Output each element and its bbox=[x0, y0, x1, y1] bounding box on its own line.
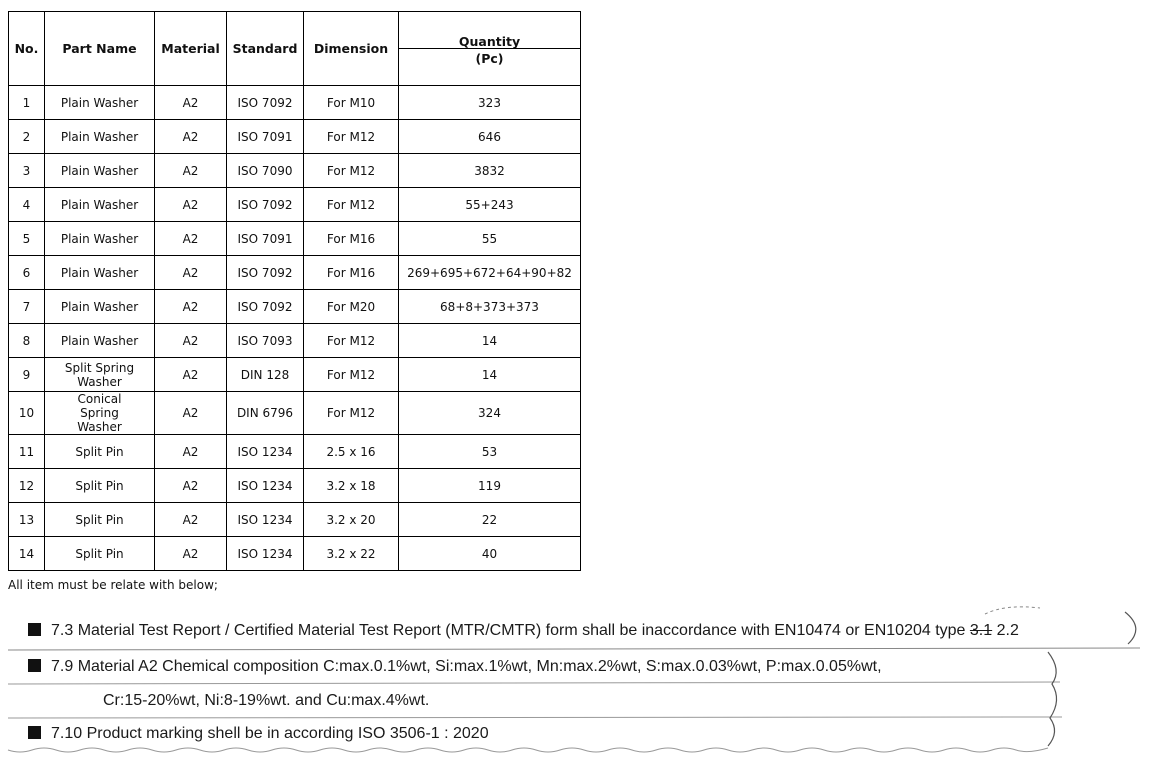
cell-dimension: 3.2 x 20 bbox=[304, 503, 399, 537]
table-row bbox=[9, 256, 581, 290]
note-text: All item must be relate with below; bbox=[8, 578, 218, 592]
cell-standard: ISO 1234 bbox=[227, 537, 304, 571]
cell-dimension: For M12 bbox=[304, 392, 399, 435]
cell-no: 8 bbox=[9, 324, 45, 358]
header-standard: Standard bbox=[227, 12, 304, 86]
cell-material: A2 bbox=[155, 358, 227, 392]
cell-material: A2 bbox=[155, 222, 227, 256]
cell-part-name: Split Spring Washer bbox=[45, 358, 155, 392]
cell-material: A2 bbox=[155, 188, 227, 222]
cell-part-name: Plain Washer bbox=[45, 120, 155, 154]
requirement-7-10 bbox=[28, 725, 489, 743]
cell-no: 2 bbox=[9, 120, 45, 154]
cell-quantity: 14 bbox=[399, 358, 581, 392]
cell-quantity: 40 bbox=[399, 537, 581, 571]
table-row bbox=[9, 392, 581, 435]
bullet-square-icon bbox=[28, 726, 41, 739]
cell-standard: ISO 7091 bbox=[227, 222, 304, 256]
cell-material: A2 bbox=[155, 86, 227, 120]
scanned-requirements bbox=[0, 600, 1151, 765]
cell-no: 7 bbox=[9, 290, 45, 324]
table-row bbox=[9, 537, 581, 571]
table-row bbox=[9, 324, 581, 358]
cell-quantity: 22 bbox=[399, 503, 581, 537]
cell-dimension: For M16 bbox=[304, 256, 399, 290]
parts-table-body bbox=[9, 86, 581, 571]
cell-material: A2 bbox=[155, 120, 227, 154]
cell-part-name: Split Pin bbox=[45, 537, 155, 571]
bullet-square-icon bbox=[28, 659, 41, 672]
cell-dimension: For M20 bbox=[304, 290, 399, 324]
table-row bbox=[9, 435, 581, 469]
table-row bbox=[9, 120, 581, 154]
requirement-7-9-line2: Cr:15-20%wt, Ni:8-19%wt. and Cu:max.4%wt. bbox=[103, 692, 430, 709]
cell-dimension: For M12 bbox=[304, 188, 399, 222]
cell-standard: ISO 7093 bbox=[227, 324, 304, 358]
cell-dimension: For M10 bbox=[304, 86, 399, 120]
cell-standard: DIN 6796 bbox=[227, 392, 304, 435]
cell-no: 12 bbox=[9, 469, 45, 503]
cell-material: A2 bbox=[155, 290, 227, 324]
cell-quantity: 14 bbox=[399, 324, 581, 358]
cell-part-name: Plain Washer bbox=[45, 256, 155, 290]
cell-no: 3 bbox=[9, 154, 45, 188]
bullet-square-icon bbox=[28, 623, 41, 636]
cell-material: A2 bbox=[155, 435, 227, 469]
cell-dimension: 3.2 x 18 bbox=[304, 469, 399, 503]
cell-material: A2 bbox=[155, 537, 227, 571]
cell-dimension: For M12 bbox=[304, 154, 399, 188]
requirement-7-10-text: 7.10 Product marking shell be in according ISO 3506-1 : 2020 bbox=[51, 725, 489, 742]
cell-quantity: 119 bbox=[399, 469, 581, 503]
cell-quantity: 646 bbox=[399, 120, 581, 154]
cell-part-name: Split Pin bbox=[45, 503, 155, 537]
table-row bbox=[9, 222, 581, 256]
cell-material: A2 bbox=[155, 392, 227, 435]
cell-no: 13 bbox=[9, 503, 45, 537]
cell-part-name: Plain Washer bbox=[45, 188, 155, 222]
cell-no: 4 bbox=[9, 188, 45, 222]
cell-material: A2 bbox=[155, 256, 227, 290]
cell-material: A2 bbox=[155, 324, 227, 358]
table-row bbox=[9, 503, 581, 537]
cell-standard: ISO 7092 bbox=[227, 290, 304, 324]
cell-standard: ISO 7092 bbox=[227, 188, 304, 222]
requirement-7-3-correction: 2.2 bbox=[996, 622, 1019, 639]
parts-table bbox=[8, 11, 581, 571]
cell-standard: ISO 7092 bbox=[227, 256, 304, 290]
header-quantity-unit: (Pc) bbox=[475, 51, 504, 66]
cell-part-name: Conical Spring Washer bbox=[45, 392, 155, 435]
header-quantity-label: Quantity bbox=[458, 34, 521, 49]
cell-dimension: For M16 bbox=[304, 222, 399, 256]
cell-no: 1 bbox=[9, 86, 45, 120]
table-row bbox=[9, 358, 581, 392]
cell-dimension: For M12 bbox=[304, 358, 399, 392]
table-row bbox=[9, 188, 581, 222]
cell-part-name: Plain Washer bbox=[45, 290, 155, 324]
cell-standard: ISO 7091 bbox=[227, 120, 304, 154]
cell-part-name: Split Pin bbox=[45, 469, 155, 503]
header-quantity bbox=[399, 12, 581, 86]
cell-part-name: Split Pin bbox=[45, 435, 155, 469]
header-dimension: Dimension bbox=[304, 12, 399, 86]
cell-quantity: 55 bbox=[399, 222, 581, 256]
cell-quantity: 323 bbox=[399, 86, 581, 120]
requirement-7-3 bbox=[28, 622, 1019, 640]
cell-standard: ISO 1234 bbox=[227, 503, 304, 537]
cell-quantity: 55+243 bbox=[399, 188, 581, 222]
cell-dimension: For M12 bbox=[304, 324, 399, 358]
cell-quantity: 3832 bbox=[399, 154, 581, 188]
header-material: Material bbox=[155, 12, 227, 86]
cell-quantity: 269+695+672+64+90+82 bbox=[399, 256, 581, 290]
cell-quantity: 53 bbox=[399, 435, 581, 469]
cell-part-name: Plain Washer bbox=[45, 86, 155, 120]
table-row bbox=[9, 154, 581, 188]
cell-standard: ISO 7092 bbox=[227, 86, 304, 120]
cell-standard: ISO 7090 bbox=[227, 154, 304, 188]
cell-no: 14 bbox=[9, 537, 45, 571]
cell-standard: ISO 1234 bbox=[227, 435, 304, 469]
cell-no: 5 bbox=[9, 222, 45, 256]
cell-standard: DIN 128 bbox=[227, 358, 304, 392]
table-row bbox=[9, 469, 581, 503]
cell-dimension: 2.5 x 16 bbox=[304, 435, 399, 469]
cell-dimension: 3.2 x 22 bbox=[304, 537, 399, 571]
requirement-7-9 bbox=[28, 658, 882, 676]
cell-quantity: 68+8+373+373 bbox=[399, 290, 581, 324]
cell-quantity: 324 bbox=[399, 392, 581, 435]
table-row bbox=[9, 290, 581, 324]
requirement-7-3-text: 7.3 Material Test Report / Certified Material Test Report (MTR/CMTR) form shall be inaccordance with EN10474 or EN10204 type bbox=[51, 622, 966, 639]
cell-no: 9 bbox=[9, 358, 45, 392]
requirement-7-3-struck: 3.1 bbox=[969, 622, 993, 639]
requirement-7-9-line1: 7.9 Material A2 Chemical composition C:max.0.1%wt, Si:max.1%wt, Mn:max.2%wt, S:max.0.03%wt, P:max.0.05%wt, bbox=[51, 658, 882, 675]
cell-no: 11 bbox=[9, 435, 45, 469]
cell-material: A2 bbox=[155, 154, 227, 188]
cell-part-name: Plain Washer bbox=[45, 154, 155, 188]
cell-standard: ISO 1234 bbox=[227, 469, 304, 503]
table-row bbox=[9, 86, 581, 120]
cell-material: A2 bbox=[155, 503, 227, 537]
cell-dimension: For M12 bbox=[304, 120, 399, 154]
cell-part-name: Plain Washer bbox=[45, 222, 155, 256]
header-part-name: Part Name bbox=[45, 12, 155, 86]
header-no: No. bbox=[9, 12, 45, 86]
table-header-row bbox=[9, 12, 581, 86]
header-quantity-divider bbox=[399, 48, 580, 49]
cell-part-name: Plain Washer bbox=[45, 324, 155, 358]
cell-material: A2 bbox=[155, 469, 227, 503]
cell-no: 6 bbox=[9, 256, 45, 290]
cell-no: 10 bbox=[9, 392, 45, 435]
